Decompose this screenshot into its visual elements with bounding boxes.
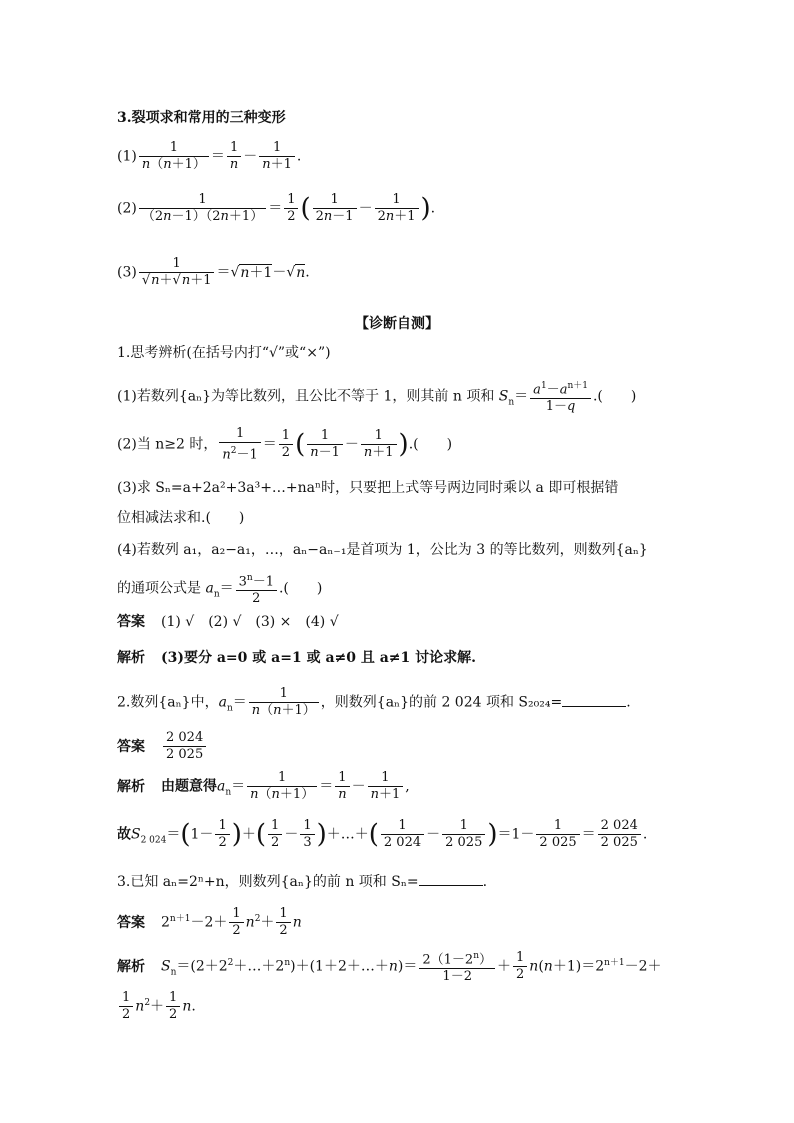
q2-question: 2.数列{aₙ}中，$a_n=$ $\frac{1}{n(n+1)}$ ，则数列{aₙ}的前 2 024 项和 S₂₀₂₄= . (117, 686, 631, 718)
formula-2: (2) $\frac{1}{(2n-1)(2n+1)}$ ＝ $\frac{1}{2}$ ( $\frac{1}{2n-1}$ － $\frac{1}{2n+1}$ ). (117, 192, 436, 224)
section-heading: 3.裂项求和常用的三种变形 (117, 110, 286, 126)
q1-statement-4b: 的通项公式是 $a_n=$ $\frac{3^n-1}{2}$ .( ) (117, 570, 322, 607)
q1-statement-3b: 位相减法求和.( ) (117, 510, 245, 526)
q2-answer-blank (562, 694, 626, 707)
formula-2-label: (2) (117, 200, 137, 217)
q2-answer: 答案 $\frac{2 024}{2 025}$ (117, 730, 208, 763)
q1-intro: 1.思考辨析(在括号内打“√”或“×”) (117, 345, 331, 361)
q1-statement-4a: (4)若数列 a₁，a₂−a₁，…，aₙ−aₙ₋₁是首项为 1，公比为 3 的等比数列，则数列{aₙ} (117, 542, 648, 558)
formula-1: (1) $\frac{1}{n(n+1)}$ ＝ $\frac{1}{n}$ － $\frac{1}{n+1}$ . (117, 140, 302, 172)
q1-analysis (117, 648, 476, 668)
q2-gu: 故 (117, 826, 131, 843)
formula-3: (3) $\frac{1}{√n+√n+1}$ ＝√n＋1－√n. (117, 256, 310, 288)
q1-s4b-text: 的通项公式是 (117, 580, 201, 597)
q1-answer-text: (1) √ (2) √ (3) × (4) √ (161, 614, 339, 630)
q2-analysis-label: 解析 (117, 778, 145, 795)
q2-analysis-line-2: 故$S_{2 024}=(1-$ $\frac{1}{2}$ )＋( $\frac{1}{2}$ － $\frac{1}{3}$ )＋…＋( $\frac{1}{2 024}$ － $\frac{1}{2 025}$ )＝1－ $\frac{1}{2 025}$ ＝ $\frac{2 024}{2 025}$ . (117, 818, 648, 850)
q2-prefix: 2.数列{aₙ}中， (117, 694, 219, 711)
formula-1-label: (1) (117, 148, 137, 165)
q3-analysis-label: 解析 (117, 958, 145, 975)
q3-analysis-line-2: $\frac{1}{2}$ $n^2+$ $\frac{1}{2}$ n. (117, 990, 196, 1023)
q2-analysis-prefix: 由题意得 (161, 778, 217, 795)
diagnostic-title: 【诊断自测】 (355, 316, 439, 332)
q1-analysis-text: (3)要分 a=0 或 a=1 或 a≠0 且 a≠1 讨论求解. (161, 650, 477, 666)
q1-statement-3a: (3)求 Sₙ=a+2a²+3a³+…+naⁿ时，只要把上式等号两边同时乘以 a 即可根据错 (117, 480, 619, 496)
q2-suffix: ，则数列{aₙ}的前 2 024 项和 S₂₀₂₄= (320, 694, 563, 711)
formula-3-label: (3) (117, 264, 137, 281)
q1-statement-1: (1)若数列{aₙ}为等比数列，且公比不等于 1，则其前 n 项和 $S_n=$ $\frac{a^1-a^{n+1}}{1-q}$ .( ) (117, 378, 636, 415)
q3-answer-blank (419, 873, 483, 886)
q3-answer-label: 答案 (117, 914, 145, 931)
q3-text: 3.已知 aₙ=2ⁿ+n，则数列{aₙ}的前 n 项和 Sₙ= (117, 874, 419, 890)
q1-answer (117, 612, 339, 632)
q3-answer: 答案 $2^{n+1}-2+$ $\frac{1}{2}$ $n^2+$ $\frac{1}{2}$ n (117, 906, 302, 938)
q1-analysis-label: 解析 (117, 650, 145, 666)
q3-analysis-line-1: 解析 $S_n=(2+2^2+\dots+2^n)+(1+2+\dots+n)=$ $\frac{2(1-2^n)}{1-2}$ ＋ $\frac{1}{2}$ $n(n+1)=2^{n+1}-2+$ (117, 948, 662, 985)
q1-answer-label: 答案 (117, 614, 145, 630)
q1-s2-text: (2)当 n≥2 时， (117, 436, 218, 453)
q1-statement-2: (2)当 n≥2 时， $\frac{1}{n^2-1}$ ＝ $\frac{1}{2}$ ( $\frac{1}{n-1}$ － $\frac{1}{n+1}$ ).( ) (117, 426, 453, 463)
q2-analysis-line-1: 解析 由题意得$a_n=$ $\frac{1}{n(n+1)}$ ＝ $\frac{1}{n}$ － $\frac{1}{n+1}$ , (117, 770, 410, 802)
q3-question: 3.已知 aₙ=2ⁿ+n，则数列{aₙ}的前 n 项和 Sₙ= . (117, 874, 488, 890)
q1-s1-text: (1)若数列{aₙ}为等比数列，且公比不等于 1，则其前 n 项和 (117, 388, 495, 405)
q2-answer-label: 答案 (117, 738, 145, 755)
